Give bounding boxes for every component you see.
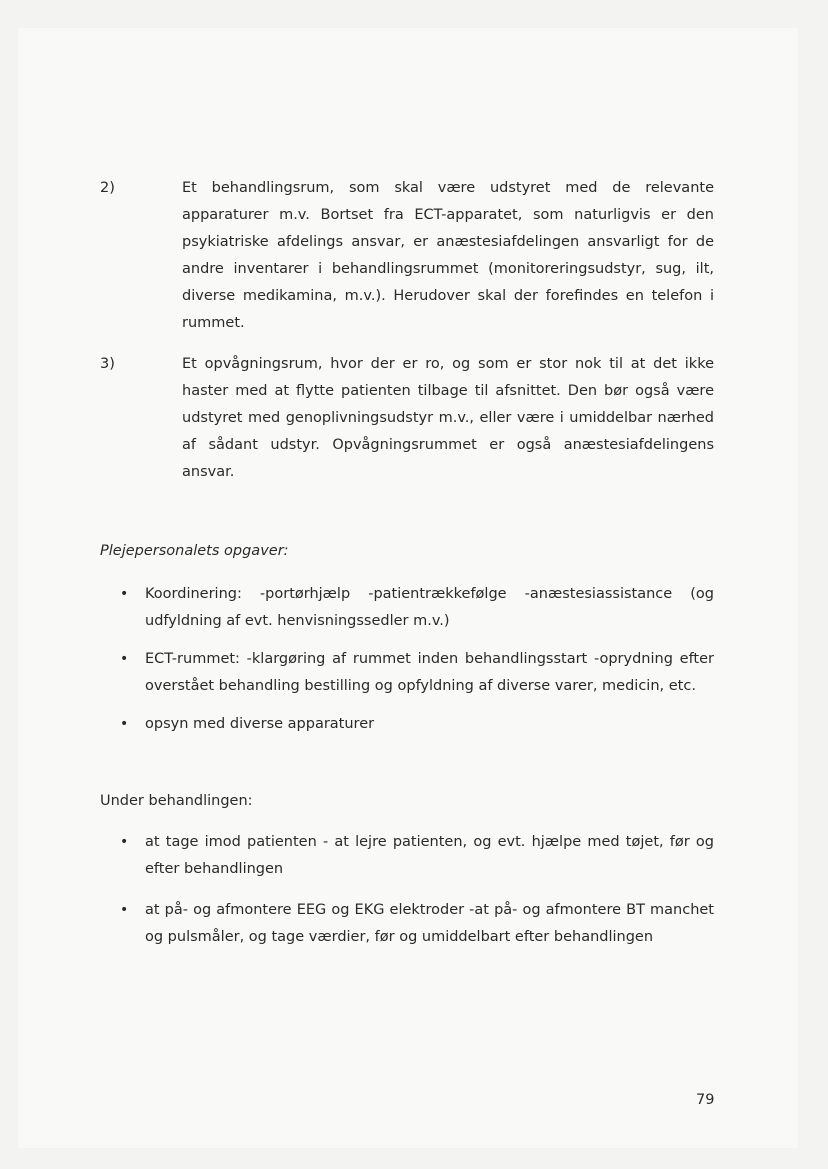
list-item-text: ECT-rummet: -klargøring af rummet inden behandlingsstart -oprydning efter overstået behandling bestilling og opfyldning af diverse varer, medicin, etc.: [145, 651, 714, 694]
nursing-tasks-list: [100, 581, 714, 738]
bullet-icon: •: [120, 651, 129, 667]
list-item: [100, 829, 714, 883]
treatment-tasks-list: [100, 829, 714, 951]
bullet-icon: •: [120, 586, 129, 602]
item-text-2: Et behandlingsrum, som skal være udstyret med de relevante apparaturer m.v. Bortset fra ECT-apparatet, som naturligvis er den psykiatriske afdelings ansvar, er anæstesiafdelingen ansvarligt for de andre inventarer i behandlingsrummet (monitoreringsudstyr, sug, ilt, diverse medikamina, m.v.). Herudover skal der forefindes en telefon i rummet.: [182, 180, 714, 331]
list-item-text: opsyn med diverse apparaturer: [145, 716, 375, 732]
item-number-3: 3): [100, 356, 115, 372]
list-item-text: at på- og afmontere EEG og EKG elektroder -at på- og afmontere BT manchet og pulsmåler, og tage værdier, før og umiddelbart efter behandlingen: [145, 902, 714, 945]
list-item: [100, 897, 714, 951]
bullet-icon: •: [120, 834, 129, 850]
list-item-text: at tage imod patienten - at lejre patienten, og evt. hjælpe med tøjet, før og efter behandlingen: [145, 834, 714, 877]
section-heading-during-treatment: Under behandlingen:: [100, 793, 253, 809]
item-number-2: 2): [100, 180, 115, 196]
list-item: [100, 646, 714, 700]
bullet-icon: •: [120, 716, 129, 732]
list-item-text: Koordinering: -portørhjælp -patientrækkefølge -anæstesiassistance (og udfyldning af evt. henvisningssedler m.v.): [145, 586, 714, 629]
bullet-icon: •: [120, 902, 129, 918]
page-number: 79: [696, 1092, 715, 1108]
item-text-3: Et opvågningsrum, hvor der er ro, og som er stor nok til at det ikke haster med at flytte patienten tilbage til afsnittet. Den bør også være udstyret med genoplivningsudstyr m.v., eller være i umiddelbar nærhed af sådant udstyr. Opvågningsrummet er også anæstesiafdelingens ansvar.: [182, 356, 714, 480]
list-item: [100, 581, 714, 635]
section-heading-nursing-tasks: Plejepersonalets opgaver:: [100, 543, 289, 559]
list-item: [100, 711, 714, 738]
